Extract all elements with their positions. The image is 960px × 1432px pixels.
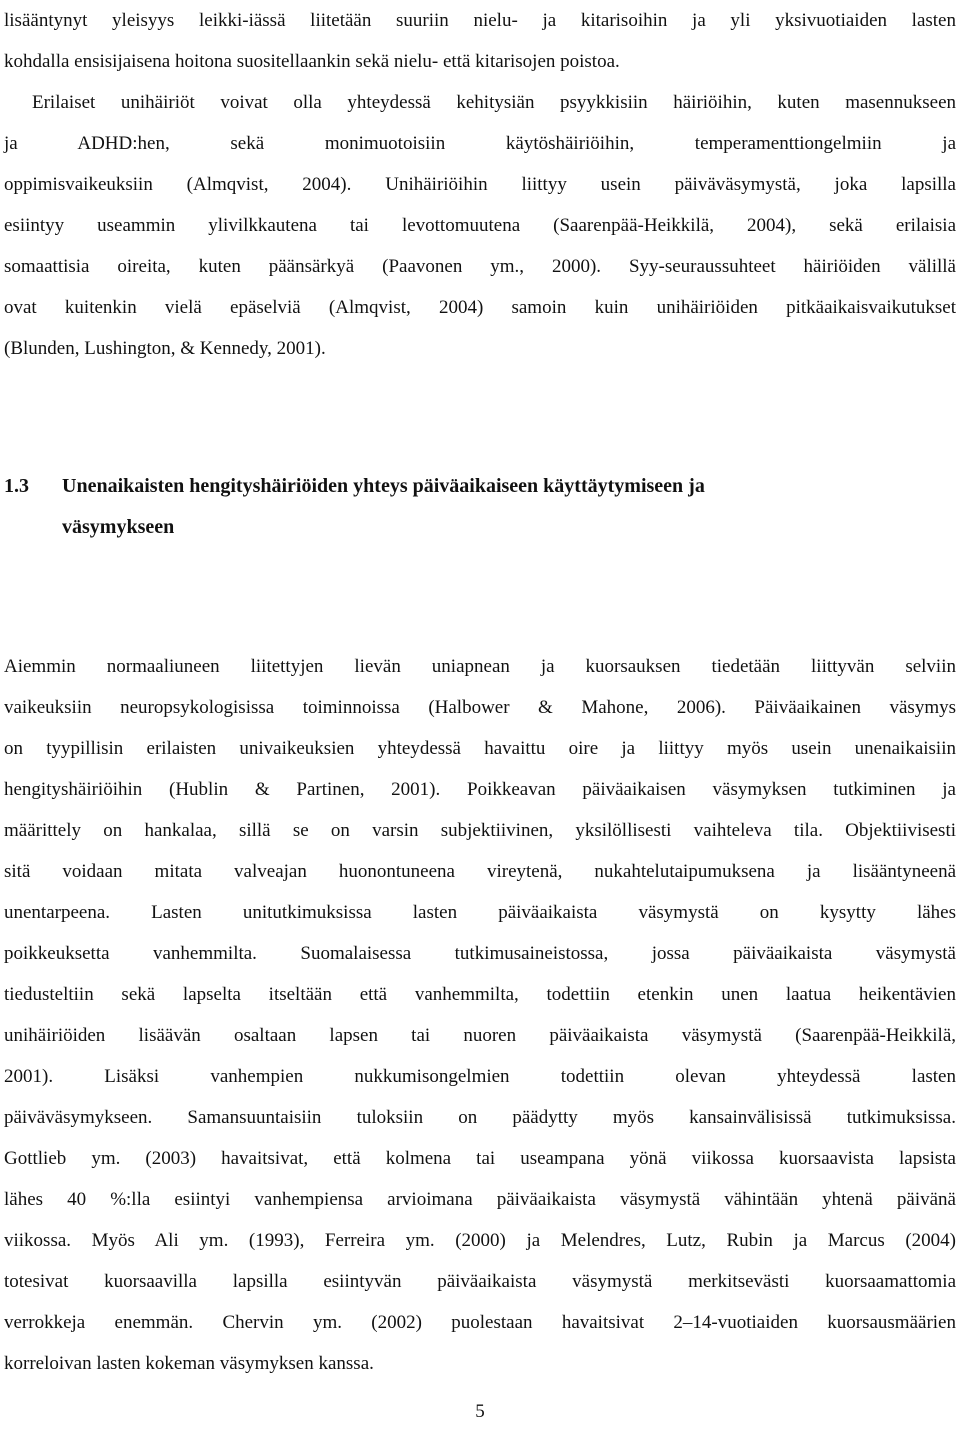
text-line: oppimisvaikeuksiin (Almqvist, 2004). Unihäiriöihin liittyy usein päiväväsymystä, joka lapsilla (4, 174, 956, 195)
text-line: kohdalla ensisijaisena hoitona suositellaankin sekä nielu- että kitarisojen poistoa. (4, 51, 620, 72)
text-line: lähes 40 %:lla esiintyi vanhempiensa arvioimana päiväaikaista väsymystä vähintään yhtenä päivänä (4, 1189, 956, 1210)
paragraph-main (4, 646, 956, 1384)
text-line: vaikeuksiin neuropsykologisissa toiminnoissa (Halbower & Mahone, 2006). Päiväaikainen väsymys (4, 697, 956, 718)
section-title-line: Unenaikaisten hengityshäiriöiden yhteys päiväaikaiseen käyttäytymiseen ja (62, 475, 705, 497)
text-line: tiedusteltiin sekä lapselta itseltään että vanhemmilta, todettiin etenkin unen laatua heikentävien (4, 984, 956, 1005)
text-line: Gottlieb ym. (2003) havaitsivat, että kolmena tai useampana yönä viikossa kuorsaavista lapsista (4, 1148, 956, 1169)
text-line: (Blunden, Lushington, & Kennedy, 2001). (4, 338, 326, 359)
text-line: somaattisia oireita, kuten päänsärkyä (Paavonen ym., 2000). Syy-seuraussuhteet häiriöiden välillä (4, 256, 956, 277)
text-line: unihäiriöiden lisäävän osaltaan lapsen tai nuoren päiväaikaista väsymystä (Saarenpää-Heikkilä, (4, 1025, 956, 1046)
section-title (62, 466, 942, 548)
text-line: 2001). Lisäksi vanhempien nukkumisongelmien todettiin olevan yhteydessä lasten (4, 1066, 956, 1087)
text-line: lisääntynyt yleisyys leikki-iässä liitetään suuriin nielu- ja kitarisoihin ja yli yksivuotiaiden lasten (4, 10, 956, 31)
section-number: 1.3 (4, 475, 29, 497)
page-number: 5 (475, 1401, 485, 1422)
text-line: määrittely on hankalaa, sillä se on varsin subjektiivinen, yksilöllisesti vaihteleva tila. Objektiivisesti (4, 820, 956, 841)
text-line: Erilaiset unihäiriöt voivat olla yhteydessä kehitysiän psyykkisiin häiriöihin, kuten masennukseen (32, 92, 956, 113)
text-line: sitä voidaan mitata valveajan huonontuneena vireytenä, nukahtelutaipumuksena ja lisääntyneenä (4, 861, 956, 882)
text-line: Aiemmin normaaliuneen liitettyjen lievän uniapnean ja kuorsauksen tiedetään liittyvän selviin (4, 656, 956, 677)
text-line: esiintyy useammin ylivilkkautena tai levottomuutena (Saarenpää-Heikkilä, 2004), sekä erilaisia (4, 215, 956, 236)
text-line: korreloivan lasten kokeman väsymyksen kanssa. (4, 1353, 374, 1374)
section-title-line: väsymykseen (62, 516, 175, 538)
text-line: poikkeuksetta vanhemmilta. Suomalaisessa tutkimusaineistossa, jossa päiväaikaista väsymystä (4, 943, 956, 964)
text-line: on tyypillisin erilaisten univaikeuksien yhteydessä havaittu oire ja liittyy myös usein unenaikaisiin (4, 738, 956, 759)
text-line: hengityshäiriöihin (Hublin & Partinen, 2001). Poikkeavan päiväaikaisen väsymyksen tutkiminen ja (4, 779, 956, 800)
paragraph-top (4, 0, 956, 369)
text-line: ja ADHD:hen, sekä monimuotoisiin käytöshäiriöihin, temperamenttiongelmiin ja (4, 133, 956, 154)
text-line: unentarpeena. Lasten unitutkimuksissa lasten päiväaikaista väsymystä on kysytty lähes (4, 902, 956, 923)
text-line: päiväväsymykseen. Samansuuntaisiin tuloksiin on päädytty myös kansainvälisissä tutkimuksissa. (4, 1107, 956, 1128)
text-line: ovat kuitenkin vielä epäselviä (Almqvist, 2004) samoin kuin unihäiriöiden pitkäaikaisvaikutukset (4, 297, 956, 318)
text-line: totesivat kuorsaavilla lapsilla esiintyvän päiväaikaista väsymystä merkitsevästi kuorsaamattomia (4, 1271, 956, 1292)
text-line: viikossa. Myös Ali ym. (1993), Ferreira ym. (2000) ja Melendres, Lutz, Rubin ja Marcus (2004) (4, 1230, 956, 1251)
text-line: verrokkeja enemmän. Chervin ym. (2002) puolestaan havaitsivat 2–14-vuotiaiden kuorsausmäärien (4, 1312, 956, 1333)
